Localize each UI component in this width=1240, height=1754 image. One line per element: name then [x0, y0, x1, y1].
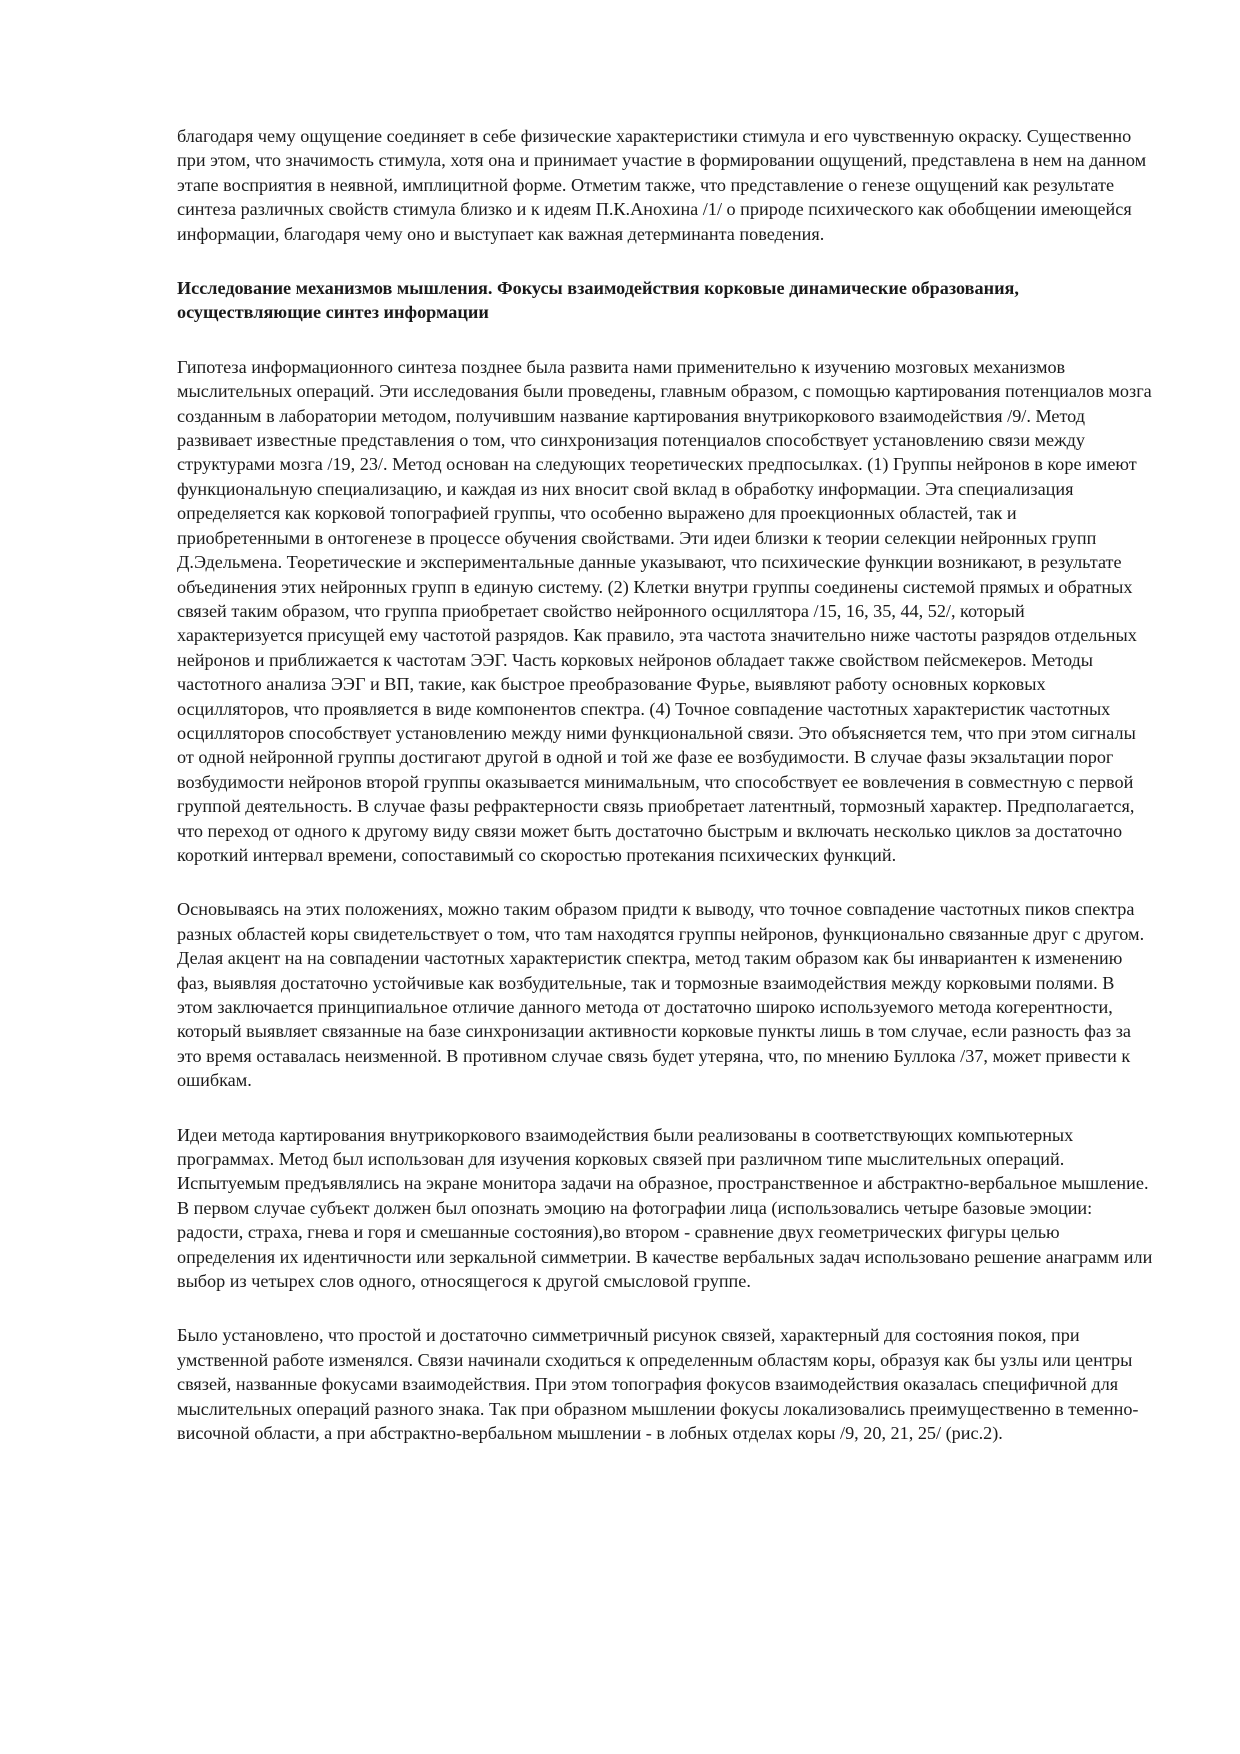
paragraph-hypothesis: Гипотеза информационного синтеза позднее была развита нами применительно к изучению мозговых механизмов мыслительных операций. Эти исследования были проведены, главным образом, с помощью картирования потенциалов мозга созданным в лаборатории методом, получившим название картирования внутрикоркового взаимодействия /9/. Метод развивает известные представления о том, что синхронизация потенциалов способствует установлению связи между структурами мозга /19, 23/. Метод основан на следующих теоретических предпосылках. (1) Группы нейронов в коре имеют функциональную специализацию, и каждая из них вносит свой вклад в обработку информации. Эта специализация определяется как корковой топографией группы, что особенно выражено для проекционных областей, так и приобретенными в онтогенезе в процессе обучения свойствами. Эти идеи близки к теории селекции нейронных групп Д.Эдельмена. Теоретические и экспериментальные данные указывают, что психические функции возникают, в результате объединения этих нейронных групп в единую систему. (2) Клетки внутри группы соединены системой прямых и обратных связей таким образом, что группа приобретает свойство нейронного осциллятора /15, 16, 35, 44, 52/, который характеризуется присущей ему частотой разрядов. Как правило, эта частота значительно ниже частоты разрядов отдельных нейронов и приближается к частотам ЭЭГ. Часть корковых нейронов обладает также свойством пейсмекеров. Методы частотного анализа ЭЭГ и ВП, такие, как быстрое преобразование Фурье, выявляют работу основных корковых осцилляторов, что проявляется в виде компонентов спектра. (4) Точное совпадение частотных характеристик частотных осцилляторов способствует установлению между ними функциональной связи. Это объясняется тем, что при этом сигналы от одной нейронной группы достигают другой в одной и той же фазе ее возбудимости. В случае фазы экзальтации порог возбудимости нейронов второй группы оказывается минимальным, что способствует ее вовлечения в совместную с первой группой деятельность. В случае фазы рефрактерности связь приобретает латентный, тормозный характер. Предполагается, что переход от одного к другому виду связи может быть достаточно быстрым и включать несколько циклов за достаточно короткий интервал времени, сопоставимый со скоростью протекания психических функций.	[177, 356, 1152, 865]
paragraph-intro: благодаря чему ощущение соединяет в себе физические характеристики стимула и его чувственную окраску. Существенно при этом, что значимость стимула, хотя она и принимает участие в формировании ощущений, представлена в нем на данном этапе восприятия в неявной, имплицитной форме. Отметим также, что представление о генезе ощущений как результате синтеза различных свойств стимула близко и к идеям П.К.Анохина /1/ о природе психического как обобщении имеющейся информации, благодаря чему оно и выступает как важная детерминанта поведения.	[177, 126, 1147, 244]
paragraph-conclusion: Основываясь на этих положениях, можно таким образом придти к выводу, что точное совпадение частотных пиков спектра разных областей коры свидетельствует о том, что там находятся группы нейронов, функционально связанные друг с другом. Делая акцент на на совпадении частотных характеристик спектра, метод таким образом как бы инвариантен к изменению фаз, выявляя достаточно устойчивые как возбудительные, так и тормозные взаимодействия между корковыми полями. В этом заключается принципиальное отличие данного метода от достаточно широко используемого метода когерентности, который выявляет связанные на базе синхронизации активности корковые пункты лишь в том случае, если разность фаз за это время оставалась неизменной. В противном случае связь будет утеряна, что, по мнению Буллока /37, может привести к ошибкам.	[177, 899, 1145, 1091]
document-page	[177, 124, 1153, 1476]
paragraph-method: Идеи метода картирования внутрикоркового взаимодействия были реализованы в соответствующих компьютерных программах. Метод был использован для изучения корковых связей при различном типе мыслительных операций. Испытуемым предъявлялись на экране монитора задачи на образное, пространственное и абстрактно-вербальное мышление. В первом случае субъект должен был опознать эмоцию на фотографии лица (использовались четыре базовые эмоции: радости, страха, гнева и горя и смешанные состояния),во втором - сравнение двух геометрических фигуры целью определения их идентичности или зеркальной симметрии. В качестве вербальных задач использовано решение анаграмм или выбор из четырех слов одного, относящегося к другой смысловой группе.	[177, 1124, 1153, 1292]
section-heading: Исследование механизмов мышления. Фокусы взаимодействия корковые динамические образования, осуществляющие синтез информации	[177, 278, 1019, 323]
paragraph-results: Было установлено, что простой и достаточно симметричный рисунок связей, характерный для состояния покоя, при умственной работе изменялся. Связи начинали сходиться к определенным областям коры, образуя как бы узлы или центры связей, названные фокусами взаимодействия. При этом топография фокусов взаимодействия оказалась специфичной для мыслительных операций разного знака. Так при образном мышлении фокусы локализовались преимущественно в теменно-височной области, а при абстрактно-вербальном мышлении - в лобных отделах коры /9, 20, 21, 25/ (рис.2).	[177, 1325, 1139, 1444]
